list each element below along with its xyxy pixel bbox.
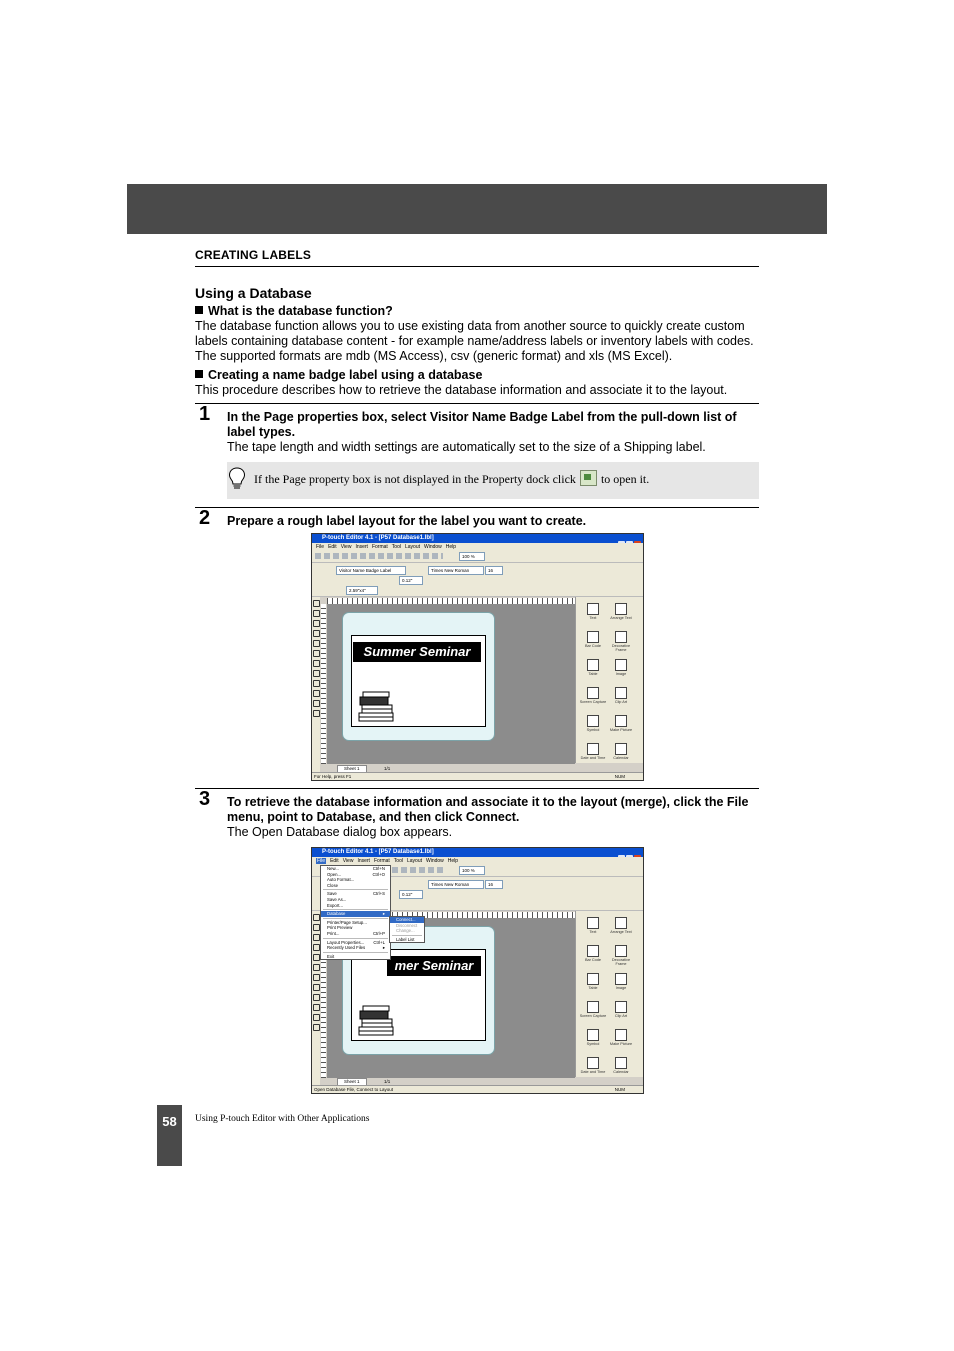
menu-bar: File Edit View Insert Format Tool Layout Window Help xyxy=(312,543,643,551)
label-text-summer-seminar: mer Seminar xyxy=(387,956,481,976)
barcode-icon xyxy=(587,945,599,957)
database-submenu xyxy=(389,916,425,943)
step-rule xyxy=(195,507,759,508)
square-bullet-icon xyxy=(195,370,203,378)
status-bar: Open Database File, Connect to Layout NUM xyxy=(312,1085,643,1093)
menu-bar: File Edit View Insert Format Tool Layout Window Help xyxy=(312,857,643,865)
screenshot-editor-layout xyxy=(311,533,644,781)
step3-text: The Open Database dialog box appears. xyxy=(227,825,453,839)
toolbar-properties: Visitor Name Badge Label Times New Roman 16 0.12" 2.59"x4" xyxy=(312,563,643,597)
menu-item-layout-properties[interactable]: Layout Properties... Ctrl+L xyxy=(327,939,385,945)
menu-item-close[interactable]: Close xyxy=(327,882,338,888)
submenu-item-connect[interactable]: Connect... xyxy=(390,917,424,923)
menu-item-print-preview[interactable]: Print Preview xyxy=(327,925,353,931)
window-titlebar: P-touch Editor 4.1 - [P57 Database1.lbl] xyxy=(312,848,643,857)
arrange-text-icon xyxy=(615,917,627,929)
menu-item-recent-files[interactable]: Recently Used Files ▸ xyxy=(327,945,385,951)
books-clipart-icon xyxy=(357,1005,397,1038)
drawing-toolbar xyxy=(312,911,320,1085)
toolbar-properties: Times New Roman 16 0.12" xyxy=(312,877,643,911)
chapter-header-bar xyxy=(127,184,827,234)
image-icon xyxy=(615,659,627,671)
make-picture-icon xyxy=(615,1029,627,1041)
menu-item-printer-setup[interactable]: Printer/Page Setup... xyxy=(327,919,367,925)
text-icon xyxy=(587,917,599,929)
vertical-ruler xyxy=(321,604,326,764)
page-property-button-icon xyxy=(580,470,597,486)
image-icon xyxy=(615,973,627,985)
section-rule xyxy=(195,266,759,267)
subheading-creating: Creating a name badge label using a database xyxy=(195,368,482,382)
submenu-item-change[interactable]: Change... xyxy=(396,928,415,934)
step1-text: The tape length and width settings are automatically set to the size of a Shipping label. xyxy=(227,440,706,454)
drawing-toolbar xyxy=(312,597,320,772)
window-titlebar: P-touch Editor 4.1 - [P57 Database1.lbl] xyxy=(312,534,643,543)
step3-instruction: To retrieve the database information and associate it to the layout (merge), click the File menu, point to Database, and then click Connect. xyxy=(227,795,749,824)
sheet-tab[interactable]: Sheet 1 xyxy=(337,765,367,773)
status-bar: For Help, press F1 NUM xyxy=(312,772,643,780)
page-number: 58 xyxy=(162,1114,177,1129)
menu-item-open[interactable]: Open... Ctrl+O xyxy=(327,871,385,877)
lightbulb-icon xyxy=(228,467,246,491)
date-time-icon xyxy=(587,743,599,755)
menu-item-export[interactable]: Export... xyxy=(327,902,344,908)
page-heading: Using a Database xyxy=(195,285,312,301)
screenshot-file-menu-database xyxy=(311,847,644,1094)
clipart-icon xyxy=(615,1001,627,1013)
step2-instruction: Prepare a rough label layout for the label you want to create. xyxy=(227,514,587,528)
submenu-item-disconnect[interactable]: Disconnect xyxy=(396,922,418,928)
label-text-summer-seminar: Summer Seminar xyxy=(353,642,481,662)
property-dock: Text Arrange Text Bar Code Decorative Frame Table Image Screen Capture Clip Art Symbol Make Picture Date and Time Calendar xyxy=(575,597,644,763)
step-rule xyxy=(195,788,759,789)
footer-text: Using P-touch Editor with Other Applications xyxy=(195,1114,370,1124)
frame-icon xyxy=(615,945,627,957)
menu-item-save[interactable]: Save Ctrl+S xyxy=(327,891,385,897)
step1-instruction: In the Page properties box, select Visitor Name Badge Label from the pull-down list of label types. xyxy=(227,410,737,439)
menu-item-save-as[interactable]: Save As... xyxy=(327,896,347,902)
step-number-3: 3 xyxy=(199,788,211,810)
table-icon xyxy=(587,659,599,671)
step-number-2: 2 xyxy=(199,507,211,529)
sheet-tab[interactable]: Sheet 1 xyxy=(337,1078,367,1086)
page-indicator: 1/1 xyxy=(384,766,391,771)
arrange-text-icon xyxy=(615,603,627,615)
symbol-icon xyxy=(587,1029,599,1041)
books-clipart-icon xyxy=(357,691,397,724)
date-time-icon xyxy=(587,1057,599,1069)
square-bullet-icon xyxy=(195,306,203,314)
section-header: CREATING LABELS xyxy=(195,248,312,262)
clipart-icon xyxy=(615,687,627,699)
step-rule xyxy=(195,403,759,404)
paragraph-procedure: This procedure describes how to retrieve the database information and associate it to the layout. xyxy=(195,383,728,397)
toolbar-standard: 100 % xyxy=(312,551,643,563)
submenu-item-label-list[interactable]: Label List xyxy=(396,936,415,942)
menu-item-print[interactable]: Print... Ctrl+P xyxy=(327,930,385,936)
frame-icon xyxy=(615,631,627,643)
menu-item-database[interactable]: Database ▸ xyxy=(321,911,390,917)
menu-item-auto-format[interactable]: Auto Format... xyxy=(327,877,355,883)
toolbar-standard: 100 % xyxy=(312,865,643,877)
paragraph-database-intro: The database function allows you to use existing data from another source to quickly create custom labels containing database content - for example name/address labels or inventory labels with codes. The supported formats are mdb (MS Access), csv (generic format) and xls (MS Excel). xyxy=(195,319,754,363)
page-indicator: 1/1 xyxy=(384,1079,391,1084)
text-icon xyxy=(587,603,599,615)
menu-item-exit[interactable]: Exit xyxy=(327,953,335,959)
make-picture-icon xyxy=(615,715,627,727)
note-text: If the Page property box is not displayed in the Property dock click to open it. xyxy=(254,472,650,486)
property-dock: Text Arrange Text Bar Code Decorative Frame Table Image Screen Capture Clip Art Symbol Make Picture Date and Time Calendar xyxy=(575,911,644,1077)
calendar-icon xyxy=(615,1057,627,1069)
menu-item-new[interactable]: New... Ctrl+N xyxy=(327,866,385,871)
table-icon xyxy=(587,973,599,985)
step-number-1: 1 xyxy=(199,403,211,425)
symbol-icon xyxy=(587,715,599,727)
barcode-icon xyxy=(587,631,599,643)
calendar-icon xyxy=(615,743,627,755)
file-menu-dropdown xyxy=(320,865,391,960)
screen-capture-icon xyxy=(587,1001,599,1013)
screen-capture-icon xyxy=(587,687,599,699)
subheading-what: What is the database function? xyxy=(195,304,393,318)
